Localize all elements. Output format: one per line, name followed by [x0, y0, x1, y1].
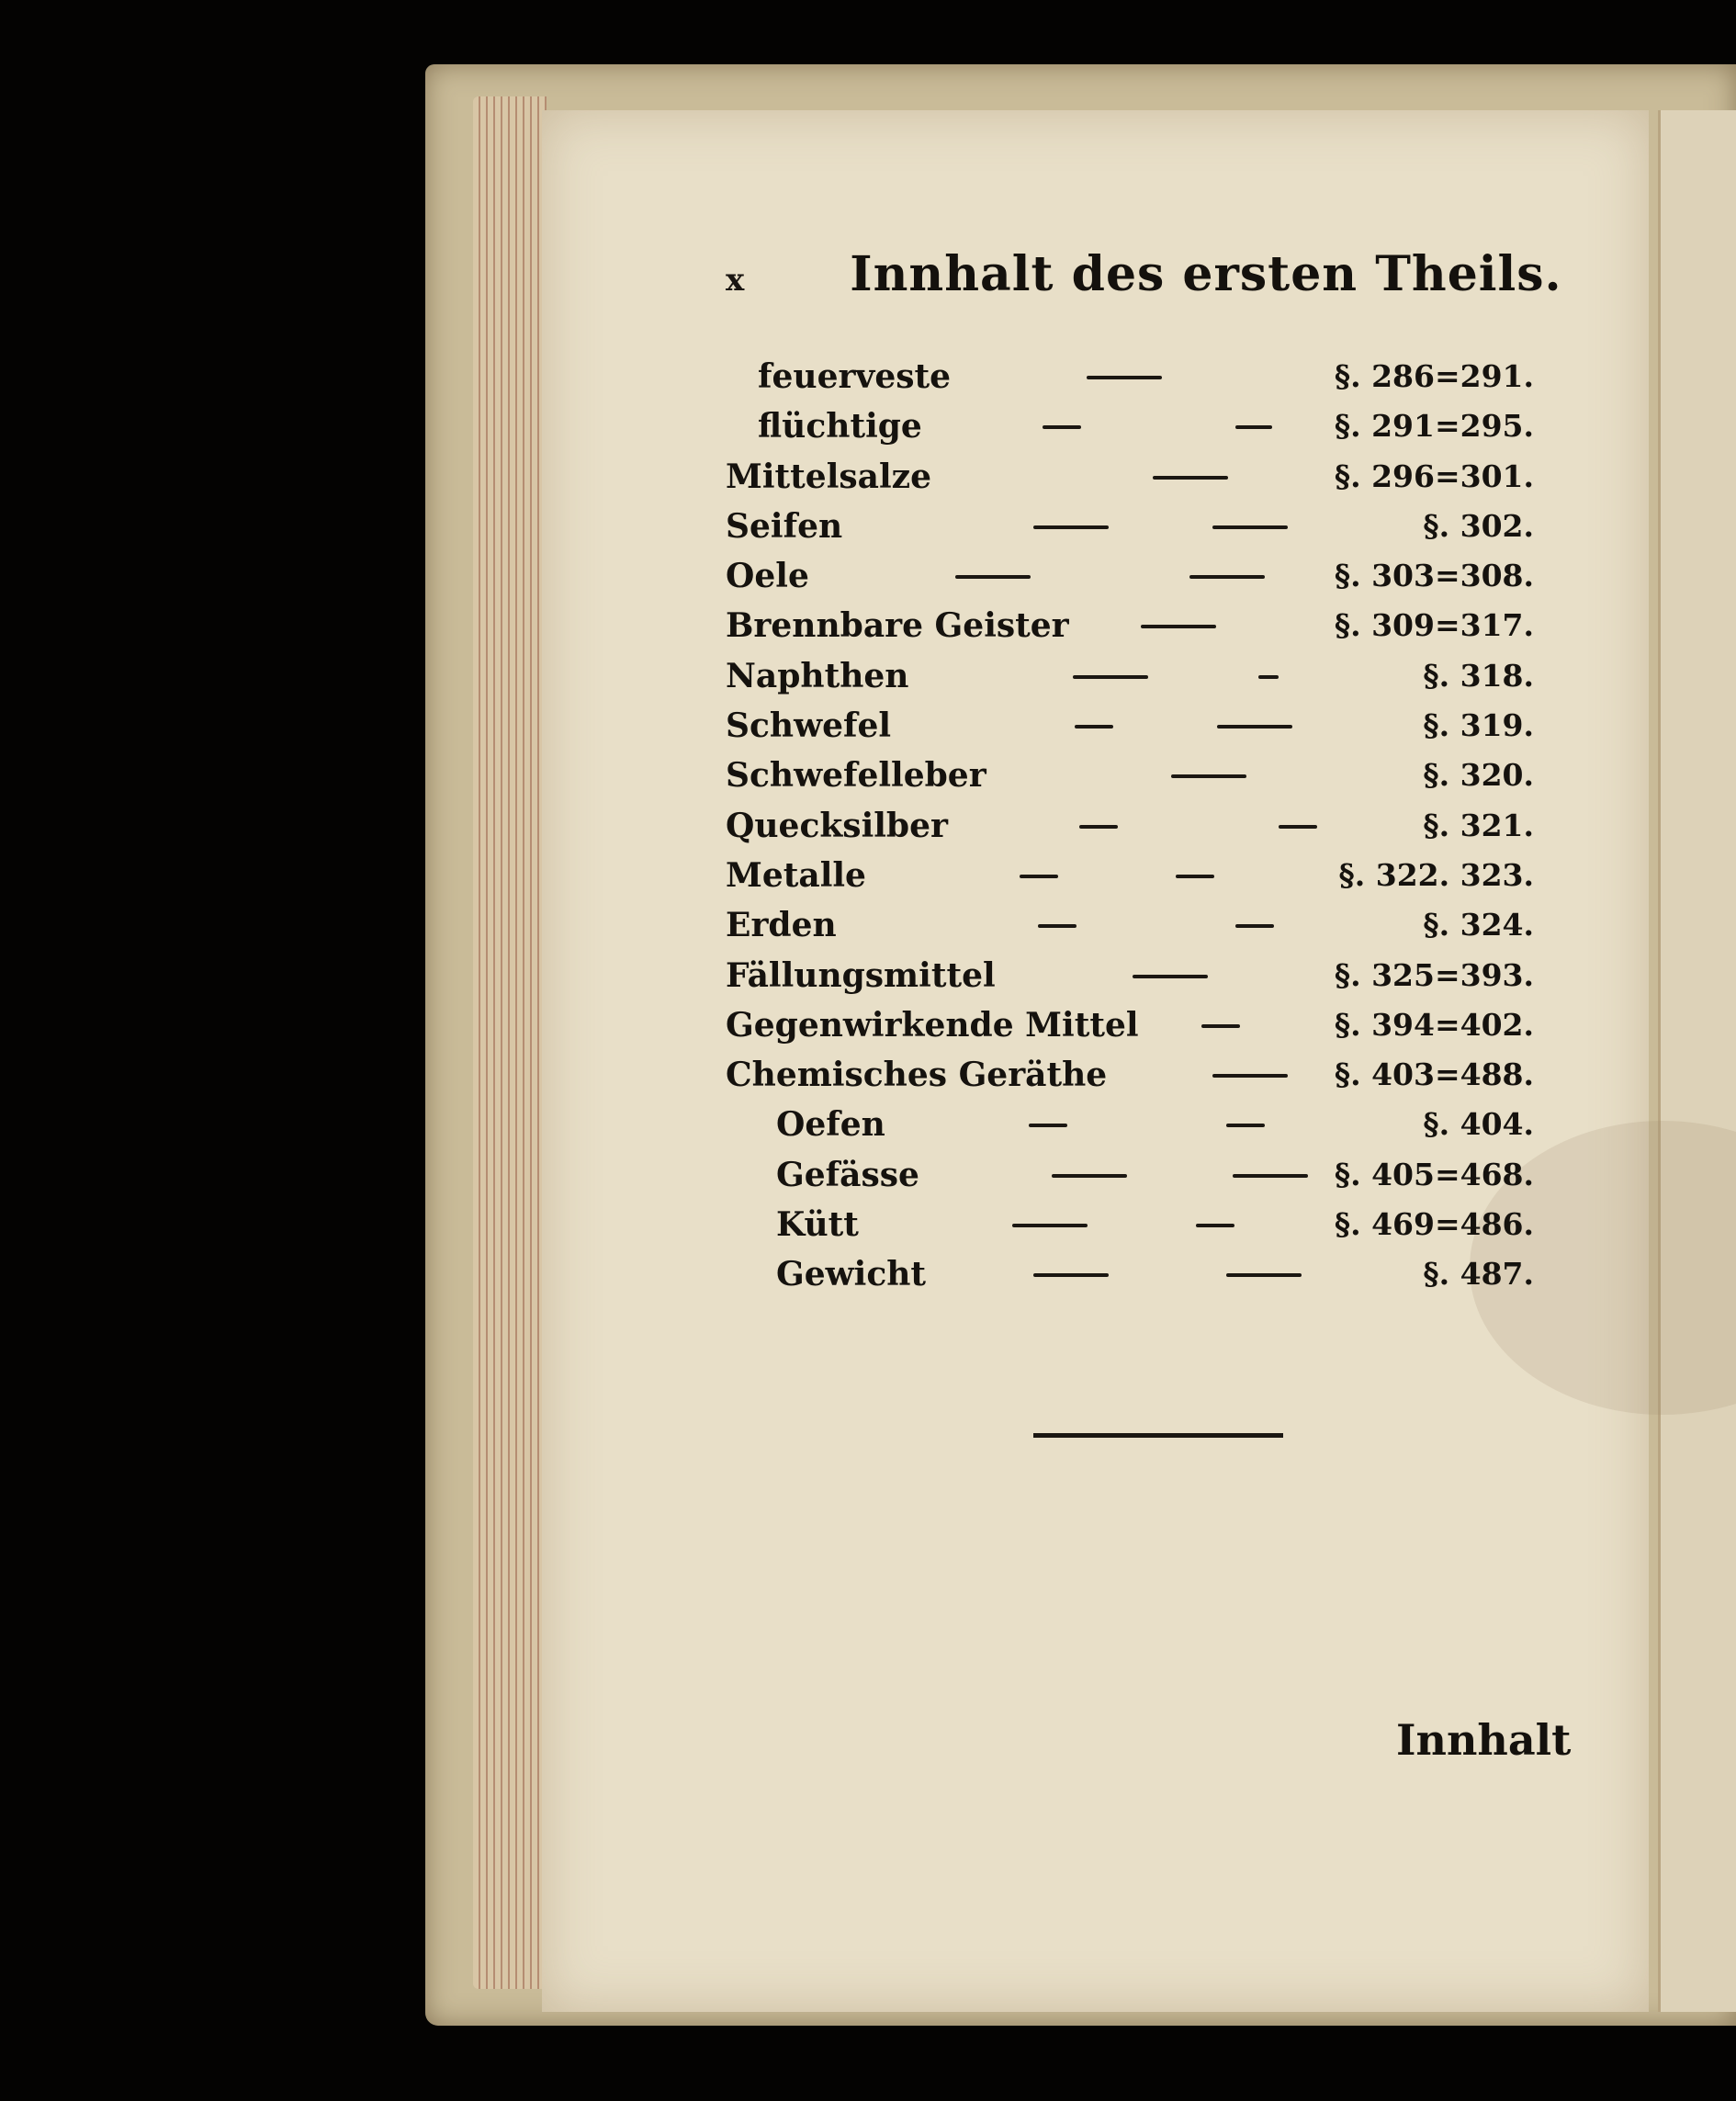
leader-dash [1052, 1174, 1127, 1178]
entry-reference: §. 324. [1423, 907, 1534, 943]
entry-reference: §. 296=301. [1334, 457, 1534, 494]
entry-reference: §. 291=295. [1334, 408, 1534, 445]
leader-dash [1012, 1224, 1088, 1227]
leader-dash [1217, 725, 1292, 729]
entry-title: Kütt [776, 1205, 859, 1245]
leader-dash [1020, 875, 1058, 878]
leader-dash [955, 575, 1031, 579]
entry-reference: §. 405=468. [1334, 1156, 1534, 1192]
entry-title: Naphthen [726, 656, 909, 695]
entry-reference: §. 325=393. [1334, 956, 1534, 993]
toc-entry [726, 401, 1534, 451]
toc-entry [726, 1249, 1534, 1299]
toc-entry [726, 751, 1534, 800]
entry-title: Schwefelleber [726, 756, 986, 796]
entry-reference: §. 394=402. [1334, 1006, 1534, 1043]
toc-entry [726, 701, 1534, 751]
leader-dash [1226, 1273, 1302, 1277]
leader-dash [1029, 1124, 1067, 1127]
entry-title: Seifen [726, 506, 843, 546]
entry-reference: §. 469=486. [1334, 1206, 1534, 1243]
entry-title: Gewicht [776, 1255, 927, 1294]
leader-dash [1235, 425, 1272, 429]
entry-reference: §. 309=317. [1334, 607, 1534, 644]
entry-reference: §. 487. [1423, 1256, 1534, 1293]
entry-reference: §. 321. [1423, 807, 1534, 843]
entry-title: Schwefel [726, 706, 892, 746]
toc-entry [726, 900, 1534, 950]
leader-dash [1201, 1024, 1240, 1028]
entry-title: Metalle [726, 855, 866, 895]
entry-title: Oefen [776, 1105, 885, 1145]
entry-reference: §. 303=308. [1334, 558, 1534, 594]
running-head [726, 246, 1562, 302]
entry-title: feuerveste [758, 357, 952, 396]
entry-title: Fällungsmittel [726, 955, 996, 995]
leader-dash [1212, 1074, 1288, 1078]
leader-dash [1233, 1174, 1308, 1178]
toc-entry [726, 601, 1534, 650]
page-title: Innhalt des ersten Theils. [850, 246, 1562, 302]
entry-reference: §. 403=488. [1334, 1056, 1534, 1093]
leader-dash [1176, 875, 1214, 878]
leader-dash [1196, 1224, 1234, 1227]
toc-entry [726, 1000, 1534, 1050]
entry-title: Erden [726, 906, 837, 945]
leader-dash [1079, 825, 1118, 829]
entry-reference: §. 318. [1423, 657, 1534, 694]
toc-entry [726, 951, 1534, 1000]
page-number: x [726, 262, 745, 299]
entry-reference: §. 302. [1423, 507, 1534, 544]
leader-dash [1038, 924, 1077, 928]
leader-dash [1033, 1273, 1109, 1277]
toc-entry [726, 801, 1534, 851]
toc-entry [726, 352, 1534, 401]
toc-entry [726, 851, 1534, 900]
catchword: Innhalt [1396, 1715, 1572, 1765]
toc-entry [726, 1150, 1534, 1200]
leader-dash [1258, 675, 1279, 679]
facing-page-edge [1658, 110, 1736, 2012]
leader-dash [1226, 1124, 1265, 1127]
entry-title: Brennbare Geister [726, 606, 1069, 646]
entry-reference: §. 319. [1423, 707, 1534, 744]
entry-title: flüchtige [758, 407, 922, 446]
toc-entry [726, 452, 1534, 502]
leader-dash [1189, 575, 1265, 579]
entry-title: Gefässe [776, 1155, 919, 1194]
leader-dash [1235, 924, 1274, 928]
toc-entry [726, 1050, 1534, 1100]
leader-dash [1171, 774, 1246, 778]
section-rule [1033, 1433, 1283, 1438]
toc-entry [726, 1200, 1534, 1249]
leader-dash [1279, 825, 1317, 829]
leader-dash [1153, 476, 1228, 480]
entry-title: Oele [726, 557, 809, 596]
entry-reference: §. 286=291. [1334, 358, 1534, 394]
toc-entry [726, 551, 1534, 601]
table-of-contents [726, 352, 1534, 1300]
entry-title: Quecksilber [726, 806, 948, 845]
toc-entry [726, 502, 1534, 551]
toc-entry [726, 651, 1534, 701]
leader-dash [1087, 376, 1162, 379]
entry-title: Mittelsalze [726, 457, 931, 496]
leader-dash [1141, 625, 1216, 628]
toc-entry [726, 1100, 1534, 1149]
entry-reference: §. 404. [1423, 1106, 1534, 1143]
entry-title: Chemisches Geräthe [726, 1056, 1108, 1095]
leader-dash [1033, 525, 1109, 529]
page-edges [473, 96, 547, 1989]
entry-title: Gegenwirkende Mittel [726, 1005, 1139, 1045]
leader-dash [1133, 975, 1208, 978]
leader-dash [1075, 725, 1113, 729]
entry-reference: §. 322. 323. [1338, 856, 1534, 893]
leader-dash [1073, 675, 1148, 679]
entry-reference: §. 320. [1423, 757, 1534, 794]
leader-dash [1212, 525, 1288, 529]
leader-dash [1043, 425, 1081, 429]
